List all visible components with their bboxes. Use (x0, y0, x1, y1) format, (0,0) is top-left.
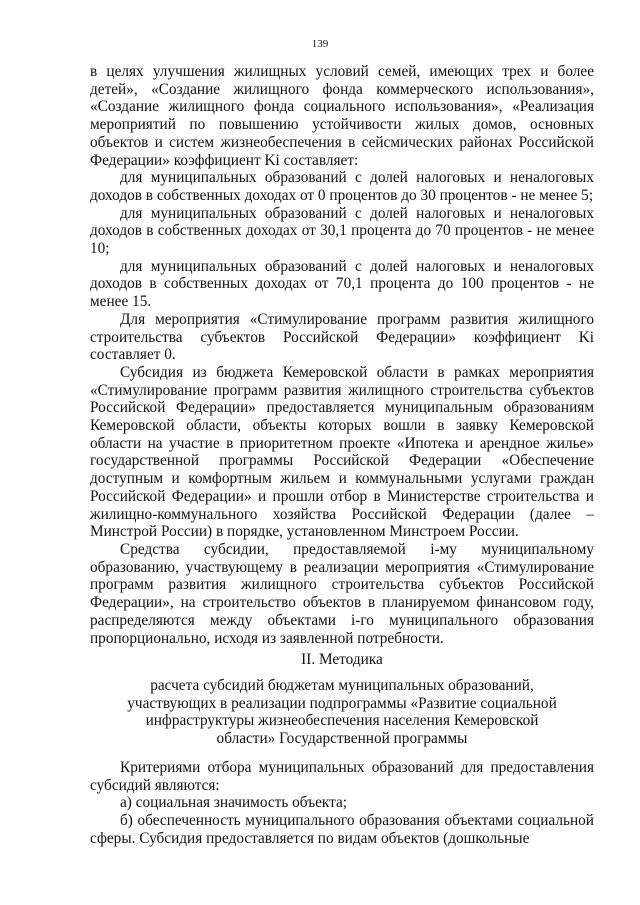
paragraph-coef-15: для муниципальных образований с долей налоговых и неналоговых доходов в собственных доходах от 70,1 процента до 100 процентов - не менее 15. (90, 257, 594, 311)
subtitle-line: расчета субсидий бюджетам муниципальных образований, (150, 677, 534, 694)
paragraph-funds-distribution: Средства субсидии, предоставляемой i-му муниципальному образованию, участвующему в реализации мероприятия «Стимулирование программ развития жилищного строительства субъектов Российской Федерации», на строительство объектов в планируемом финансовом году, распределяются между объектами i-го муниципального образования пропорционально, исходя из заявленной потребности. (90, 540, 594, 647)
page-number: 139 (311, 38, 329, 50)
paragraph-coef-zero: Для мероприятия «Стимулирование программ развития жилищного строительства субъектов Российской Федерации» коэффициент Ki составляет 0. (90, 310, 594, 364)
paragraph-coef-10: для муниципальных образований с долей налоговых и неналоговых доходов в собственных доходах от 30,1 процента до 70 процентов - не менее 10; (90, 204, 594, 258)
section-subtitle (90, 677, 594, 748)
criteria-text-block (90, 759, 594, 848)
subtitle-line: участвующих в реализации подпрограммы «Развитие социальной (127, 694, 557, 712)
subtitle-line: области» Государственной программы (216, 730, 468, 748)
paragraph-criterion-a: а) социальная значимость объекта; (120, 794, 348, 812)
paragraph-criteria: Критериями отбора муниципальных образований для предоставления субсидий являются: (90, 759, 594, 794)
main-text-block (90, 63, 594, 647)
section-heading: II. Методика (301, 651, 383, 668)
paragraph-continuation: в целях улучшения жилищных условий семей, имеющих трех и более детей», «Создание жилищного фонда коммерческого использования», «Создание жилищного фонда социального использования», «Реализация мероприятий по повышению устойчивости жилых домов, основных объектов и систем жизнеобеспечения в сейсмических районах Российской Федерации» коэффициент Ki составляет: (90, 63, 594, 169)
paragraph-coef-5: для муниципальных образований с долей налоговых и неналоговых доходов в собственных доходах от 0 процентов до 30 процентов - не менее 5; (90, 169, 594, 204)
subtitle-line: инфраструктуры жизнеобеспечения населения Кемеровской (145, 712, 539, 730)
paragraph-criterion-b: б) обеспеченность муниципального образования объектами социальной сферы. Субсидия предоставляется по видам объектов (дошкольные (90, 812, 594, 847)
paragraph-subsidy: Субсидия из бюджета Кемеровской области в рамках мероприятия «Стимулирование программ развития жилищного строительства субъектов Российской Федерации» предоставляется муниципальным образованиям Кемеровской области, объекты которых вошли в заявку Кемеровской области на участие в приоритетном проекте «Ипотека и арендное жилье» государственной программы Российской Федерации «Обеспечение доступным и комфортным жильем и коммунальными услугами граждан Российской Федерации» и прошли отбор в Министерстве строительства и жилищно-коммунального хозяйства Российской Федерации (далее – Минстрой России) в порядке, установленном Минстроем России. (90, 363, 594, 541)
